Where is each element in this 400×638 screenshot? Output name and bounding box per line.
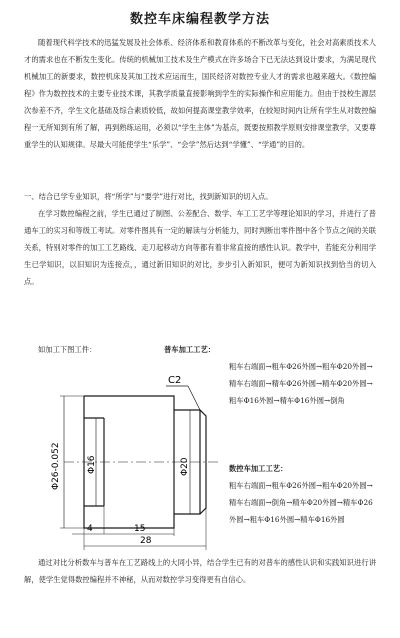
section1-paragraph: 在学习数控编程之前，学生已通过了制图、公差配合、数学、车工工艺学等理论知识的学习，并进行了普通车工的实习和等级工考试。对零件图具有一定的解读与分析能力，同时判断出零件图中各个节点之间的关联关系，特别对零件的加工工艺路线、走刀起移动方向等都有着非常直接的感性认识。教学中，若能充分利用学生已学知识，以旧知识为连接点，，通过新旧知识的对比，步步引入新知识，便可为新知识找到恰当的切入点。	[24, 209, 376, 286]
chamfer-label: C2	[168, 375, 182, 386]
section1-heading: 一、结合已学专业知识，将“所学”与“要学”进行对比，找到新知识的切入点。	[24, 192, 273, 201]
cnc-process-heading: 数控车加工工艺：	[229, 464, 288, 473]
dia-20-label: Φ20	[180, 457, 190, 476]
lathe-process-heading: 普车加工工艺：	[164, 345, 216, 354]
len-4-label: 4	[87, 524, 93, 534]
page-title: 数控车床编程教学方法	[129, 12, 270, 27]
dia-26-label: Φ26-0.052	[51, 442, 61, 490]
chamfer-leader	[188, 386, 200, 410]
workpiece-drawing	[24, 372, 234, 552]
dia-16-label: Φ16	[87, 455, 97, 474]
lathe-process-text: 粗车右端面→粗车Φ26外圆→粗车Φ20外圆→精车右端面→精车Φ26外圆→精车Φ20外圆→粗车Φ16外圆→精车Φ16外圆→倒角	[229, 362, 373, 405]
figure-caption: 如加工下图工件：	[38, 345, 97, 354]
intro-paragraph: 随着现代科学技术的迅猛发展及社会体系、经济体系和教育体系的不断改革与变化，社会对高素质技术人才的需求也在不断发生变化。传统的机械加工技术及生产模式在许多场合下已无法达到设计要求，为满足现代机械加工的新要求，数控机床及其加工技术应运而生，国民经济对数控专业人才的需求也越来越大。《数控编程》作为数控技术的主要专业技术课，其教学质量直接影响到学生的实际操作和应用能力。但由于技校生源层次参差不齐，学生文化基础及综合素质较低，故如何提高课堂教学效率，在较短时间内让所有学生从对数控编程一无所知到有所了解，再到熟练运用，必须以“学生主体”为基点，既要按照教学原则安排课堂教学，又要尊重学生的认知规律。尽最大可能使学生“乐学”、“会学”然后达到“学懂”、“学通”的目的。	[24, 38, 376, 149]
cnc-process-text: 粗车右端面→粗车Φ26外圆→粗车Φ20外圆→精车右端面→倒角→精车Φ20外圆→精车Φ26外圆→粗车Φ16外圆→精车Φ16外圆	[229, 481, 373, 524]
conclusion-paragraph: 通过对比分析数车与普车在工艺路线上的大同小异，结合学生已有的对普车的感性认识和实践知识进行讲解，使学生觉得数控编程并不神秘，从而对数控学习变得更有自信心。	[24, 558, 376, 584]
len-15-label: 15	[134, 524, 146, 534]
len-28-label: 28	[140, 536, 152, 546]
